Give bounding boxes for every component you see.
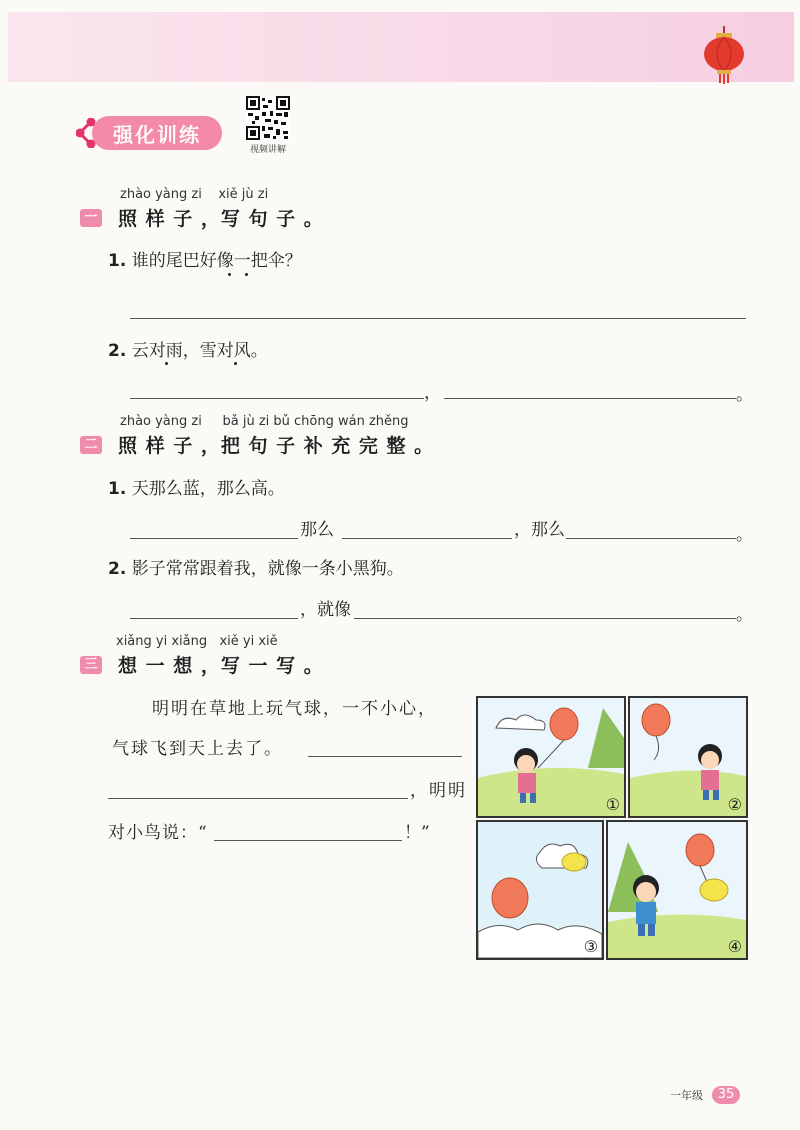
section2-title: 照 样 子 ，把 句 子 补 充 完 整 。: [118, 435, 435, 457]
answer-line[interactable]: [354, 618, 736, 619]
section2-q1-number: 1.: [108, 479, 127, 499]
section1-q1-number: 1.: [108, 251, 127, 271]
answer-line[interactable]: [108, 798, 408, 799]
comic-illustration: [608, 822, 746, 958]
section2-q1: [108, 474, 285, 499]
section2-q2-text: 影子常常跟着我，就像一条小黑狗。: [131, 559, 404, 579]
section2-q2: [108, 554, 404, 579]
answer-line[interactable]: [444, 398, 736, 399]
answer-line[interactable]: [130, 318, 746, 319]
section1-q1-text: 谁的尾巴好像一把伞？: [131, 251, 302, 271]
answer-line[interactable]: [214, 840, 402, 841]
answer-line[interactable]: [566, 538, 736, 539]
panel-number: ④: [727, 937, 742, 956]
answer-line[interactable]: [342, 538, 512, 539]
section2-q1-text: 天那么蓝，那么高。: [131, 479, 285, 499]
lantern-icon: [700, 26, 748, 84]
story-line-2: 气球飞到天上去了。: [112, 739, 283, 759]
emphasis-dot: [234, 362, 237, 365]
period: 。: [736, 385, 753, 405]
story-line-4-tail: ！”: [404, 823, 430, 843]
period: 。: [736, 605, 753, 625]
answer-line[interactable]: [130, 618, 298, 619]
practice-title: 强化训练: [92, 116, 222, 150]
comma: ，: [424, 383, 441, 403]
section2-pinyin: zhào yàng zi bǎ jù zi bǔ chōng wán zhěng: [120, 414, 409, 429]
comic-panel-2: [628, 696, 748, 818]
panel-number: ②: [727, 795, 742, 814]
section1-q2-number: 2.: [108, 341, 127, 361]
connector-word: ，那么: [514, 520, 565, 540]
section3-title: 想 一 想 ，写 一 写 。: [118, 655, 324, 677]
section2-q2-number: 2.: [108, 559, 127, 579]
section1-q2-text: 云对雨，雪对风。: [131, 341, 268, 361]
connector-word: 那么: [300, 520, 334, 540]
panel-number: ①: [605, 795, 620, 814]
period: 。: [736, 525, 753, 545]
comic-panel-3: [476, 820, 604, 960]
grade-label: 一年级: [670, 1089, 703, 1102]
story-line-1: 明明在草地上玩气球，一不小心，: [152, 699, 437, 719]
answer-line[interactable]: [130, 398, 424, 399]
emphasis-dot: [228, 273, 231, 276]
panel-number: ③: [583, 937, 598, 956]
section1-badge: 一: [80, 209, 102, 227]
page-number: 35: [712, 1086, 740, 1104]
qr-caption: 视频讲解: [249, 145, 286, 155]
qr-code-icon[interactable]: [246, 96, 290, 140]
section3-badge: 三: [80, 656, 102, 674]
top-banner: [8, 12, 794, 82]
section1-pinyin: zhào yàng zi xiě jù zi: [120, 187, 269, 202]
answer-line[interactable]: [130, 538, 298, 539]
section3-pinyin: xiǎng yi xiǎng xiě yi xiě: [116, 634, 278, 649]
answer-line[interactable]: [308, 756, 462, 757]
section1-q1: [108, 246, 302, 271]
comic-illustration: [478, 698, 624, 816]
comic-panel-4: [606, 820, 748, 960]
emphasis-dot: [245, 273, 248, 276]
comic-panel-1: [476, 696, 626, 818]
section1-q2: [108, 336, 268, 361]
emphasis-dot: [165, 362, 168, 365]
story-line-4-head: 对小鸟说：“: [108, 823, 208, 843]
connector-word: ，就像: [300, 600, 351, 620]
story-line-3-tail: ，明明: [410, 781, 467, 801]
section1-title: 照 样 子 ，写 句 子 。: [118, 208, 324, 230]
section2-badge: 二: [80, 436, 102, 454]
